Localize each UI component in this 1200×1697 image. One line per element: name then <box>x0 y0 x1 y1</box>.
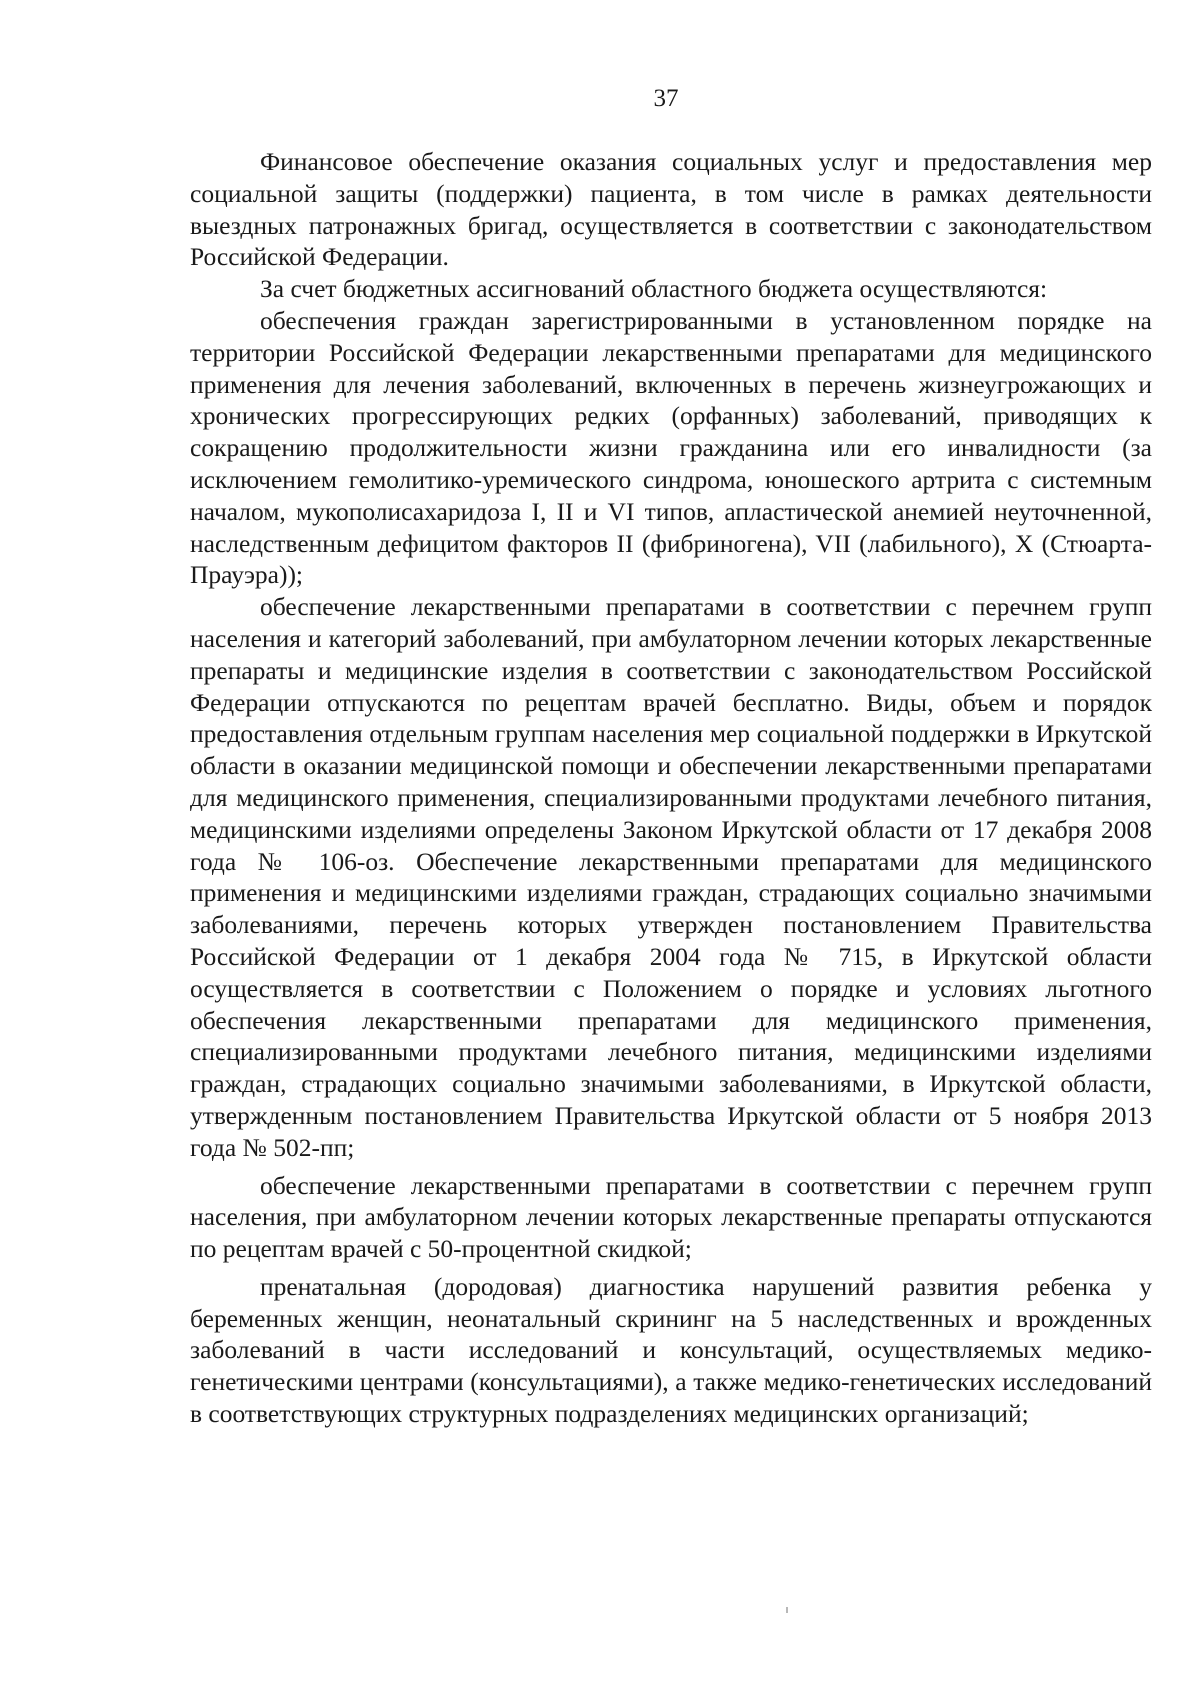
paragraph-financing: Финансовое обеспечение оказания социальных услуг и предоставления мер социальной защиты (поддержки) пациента, в том числе в рамках деятельности выездных патронажных бригад, осуществляется в соответствии с законодательством Российской Федерации. <box>190 147 1152 272</box>
paragraph-prenatal-diagnostics: пренатальная (дородовая) диагностика нарушений развития ребенка у беременных женщин, неонатальный скрининг на 5 наследственных и врожденных заболеваний в части исследований и консультаций, осуществляемых медико-генетическими центрами (консультациями), а также медико-генетических исследований в соответствующих структурных подразделениях медицинских организаций; <box>190 1271 1152 1429</box>
scan-speck <box>786 1607 788 1613</box>
paragraph-budget-intro: За счет бюджетных ассигнований областного бюджета осуществляются: <box>260 274 1048 304</box>
page-number: 37 <box>653 85 679 112</box>
paragraph-discount-medicines: обеспечение лекарственными препаратами в соответствии с перечнем групп населения, при амбулаторном лечении которых лекарственные препараты отпускаются по рецептам врачей с 50-процентной скидкой; <box>190 1170 1152 1264</box>
paragraph-orphan-diseases: обеспечения граждан зарегистрированными в установленном порядке на территории Российской Федерации лекарственными препаратами для медицинского применения для лечения заболеваний, включенных в перечень жизнеугрожающих и хронических прогрессирующих редких (орфанных) заболеваний, приводящих к сокращению продолжительности жизни гражданина или его инвалидности (за исключением гемолитико-уремического синдрома, юношеского артрита с системным началом, мукополисахаридоза I, II и VI типов, апластической анемией неуточненной, наследственным дефицитом факторов II (фибриногена), VII (лабильного), X (Стюарта-Прауэра)); <box>190 305 1152 590</box>
paragraph-free-medicines: обеспечение лекарственными препаратами в соответствии с перечнем групп населения и категорий заболеваний, при амбулаторном лечении которых лекарственные препараты и медицинские изделия в соответствии с законодательством Российской Федерации отпускаются по рецептам врачей бесплатно. Виды, объем и порядок предоставления отдельным группам населения мер социальной поддержки в Иркутской области в оказании медицинской помощи и обеспечении лекарственными препаратами для медицинского применения, специализированными продуктами лечебного питания, медицинскими изделиями определены Законом Иркутской области от 17 декабря 2008 года № 106-оз. Обеспечение лекарственными препаратами для медицинского применения и медицинскими изделиями граждан, страдающих социально значимыми заболеваниями, перечень которых утвержден постановлением Правительства Российской Федерации от 1 декабря 2004 года № 715, в Иркутской области осуществляется в соответствии с Положением о порядке и условиях льготного обеспечения лекарственными препаратами для медицинского применения, специализированными продуктами лечебного питания, медицинскими изделиями граждан, страдающих социально значимыми заболеваниями, в Иркутской области, утвержденным постановлением Правительства Иркутской области от 5 ноября 2013 года № 502-пп; <box>190 592 1152 1162</box>
document-body <box>190 146 1152 1430</box>
